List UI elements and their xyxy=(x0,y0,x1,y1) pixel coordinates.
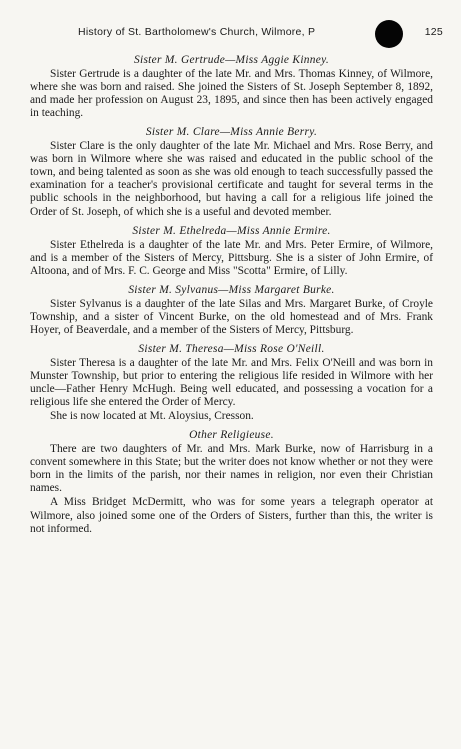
paragraph: Sister Ethelreda is a daughter of the late Mr. and Mrs. Peter Ermire, of Wilmore, and is a member of the Sisters of Mercy, Pittsburg. She is a sister of John Ermire, of Altoona, and of Mrs. F. C. George and Miss "Scotta" Ermire, of Lilly. xyxy=(30,238,433,277)
page-number: 125 xyxy=(424,26,443,38)
section-heading: Sister M. Clare—Miss Annie Berry. xyxy=(145,126,318,139)
paragraph: She is now located at Mt. Aloysius, Cresson. xyxy=(50,410,254,423)
paragraph: Sister Clare is the only daughter of the late Mr. Michael and Mrs. Rose Berry, and was born in Wilmore where she was raised and educated in the public school of the town, and being talented as soon as she was old enough to teach successfully passed the examination for a teacher's provisional certificate and taught for several terms in the public schools in the neighborhood, but having a call for a religious life joined the Order of St. Joseph, of which she is a useful and devoted member. xyxy=(30,140,433,218)
paragraph: Sister Gertrude is a daughter of the late Mr. and Mrs. Thomas Kinney, of Wilmore, where she was born and raised. She joined the Sisters of St. Joseph September 8, 1892, and made her profession on August 23, 1895, and since then has been actively engaged in teaching. xyxy=(30,68,433,120)
section-heading: Other Religieuse. xyxy=(189,429,274,442)
section-heading: Sister M. Gertrude—Miss Aggie Kinney. xyxy=(133,54,330,66)
paragraph: A Miss Bridget McDermitt, who was for some years a telegraph operator at Wilmore, also joined some one of the Orders of Sisters, further than this, the writer is not informed. xyxy=(30,496,433,535)
ink-blot xyxy=(375,20,403,48)
section-heading: Sister M. Ethelreda—Miss Annie Ermire. xyxy=(132,224,331,237)
paragraph: Sister Theresa is a daughter of the late Mr. and Mrs. Felix O'Neill and was born in Munster Township, but prior to entering the religious life resided in Wilmore with her uncle—Father Henry McHugh. Being well educated, and possessing a vocation for a religious life she entered the Order of Mercy. xyxy=(30,356,433,409)
section-heading: Sister M. Theresa—Miss Rose O'Neill. xyxy=(138,342,325,355)
section-heading: Sister M. Sylvanus—Miss Margaret Burke. xyxy=(128,283,335,296)
running-header xyxy=(78,26,443,44)
page-body xyxy=(30,54,433,542)
paragraph: Sister Sylvanus is a daughter of the late Silas and Mrs. Margaret Burke, of Croyle Township, and a sister of Vincent Burke, on the old homestead and of Mrs. Frank Hoyer, of Beaverdale, and a member of the Sisters of Mercy, Pittsburg. xyxy=(30,297,433,336)
running-title: History of St. Bartholomew's Church, Wilmore, P xyxy=(78,26,316,38)
paragraph: There are two daughters of Mr. and Mrs. Mark Burke, now of Harrisburg in a convent somewhere in this State; but the writer does not know whether or not they were born in the limits of the parish, nor their names in religion, nor even their Christian names. xyxy=(30,443,433,495)
